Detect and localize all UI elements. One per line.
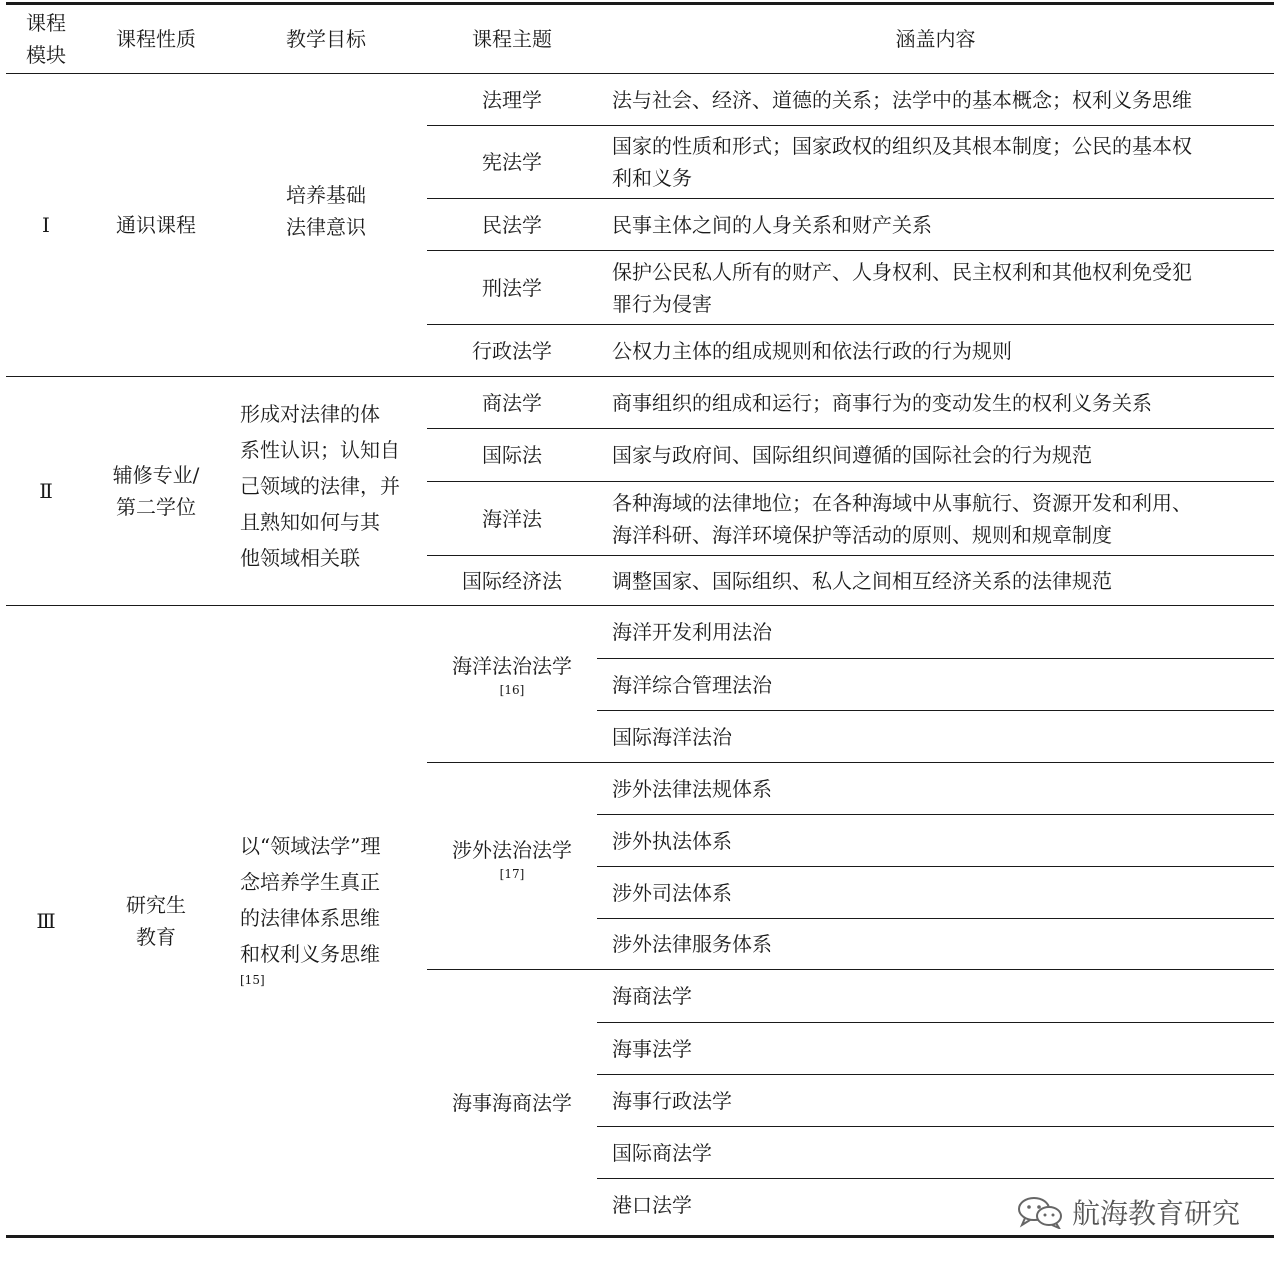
- topic-cell: [427, 74, 597, 125]
- content-cell: [612, 1023, 1262, 1074]
- content-cell: [612, 659, 1262, 710]
- content-line: 国家的性质和形式；国家政权的组织及其根本制度；公民的基本权: [612, 134, 1192, 158]
- table-bottom-rule: [6, 1235, 1274, 1238]
- nature-line: 第二学位: [116, 495, 196, 519]
- topic-citation: [16]: [499, 683, 525, 697]
- topic-cell: [427, 126, 597, 198]
- header-module-line1: 课程: [26, 11, 66, 35]
- content-line: 国际商法学: [612, 1140, 712, 1165]
- topic-label: 国际经济法: [462, 568, 562, 593]
- topic-cell: [427, 556, 597, 605]
- topic-label: 法理学: [482, 87, 542, 112]
- header-topic: [427, 5, 597, 73]
- topic-label: 民法学: [482, 212, 542, 237]
- content-cell: [612, 251, 1262, 324]
- goal-line: 己领域的法律，并: [240, 474, 400, 498]
- header-topic-label: 课程主题: [472, 27, 552, 51]
- content-line: 涉外法律法规体系: [612, 776, 772, 801]
- topic-cell: [427, 325, 597, 376]
- content-cell: [612, 126, 1262, 198]
- topic-label: 刑法学: [482, 275, 542, 300]
- module-number: Ⅱ: [39, 479, 53, 503]
- topic-label: 国际法: [482, 443, 542, 467]
- header-nature: [86, 5, 226, 73]
- topic-cell: [427, 834, 597, 900]
- topic-label: 海洋法治法学: [452, 654, 572, 678]
- module-nature: 通识课程: [116, 213, 196, 237]
- topic-label: 海事海商法学: [452, 1090, 572, 1115]
- topic-cell: [427, 251, 597, 324]
- content-cell: [612, 74, 1262, 125]
- content-line: 国家与政府间、国际组织间遵循的国际社会的行为规范: [612, 443, 1092, 467]
- header-module-line2: 模块: [26, 43, 66, 67]
- content-line: 海洋开发利用法治: [612, 620, 772, 644]
- module-number: Ⅲ: [36, 908, 56, 933]
- content-cell: [612, 815, 1262, 866]
- header-content-label: 涵盖内容: [895, 27, 976, 51]
- goal-line: 且熟知如何与其: [240, 510, 380, 534]
- topic-cell: [427, 970, 597, 1235]
- content-cell: [612, 482, 1262, 555]
- content-line: 各种海域的法律地位；在各种海域中从事航行、资源开发和利用、: [612, 490, 1192, 515]
- module-2-nature: [86, 377, 226, 605]
- content-line: 保护公民私人所有的财产、人身权利、民主权利和其他权利免受犯: [612, 259, 1192, 284]
- goal-line: 法律意识: [286, 215, 366, 239]
- goal-line: 系性认识；认知自: [240, 438, 400, 462]
- content-line: 法与社会、经济、道德的关系；法学中的基本概念；权利义务思维: [612, 87, 1192, 112]
- topic-label: 涉外法治法学: [452, 838, 572, 862]
- module-2-number: [6, 377, 86, 605]
- topic-label: 海洋法: [482, 506, 542, 531]
- watermark: [1016, 1192, 1240, 1232]
- content-cell: [612, 711, 1262, 762]
- module-1-number: [6, 74, 86, 376]
- topic-cell: [427, 199, 597, 250]
- topic-citation: [17]: [499, 867, 525, 881]
- topic-cell: [427, 377, 597, 428]
- goal-line: 念培养学生真正: [240, 870, 380, 894]
- module-1-goal: [230, 60, 422, 362]
- goal-line: 的法律体系思维: [240, 906, 380, 930]
- content-line: 涉外法律服务体系: [612, 932, 772, 956]
- module-3-goal: [240, 828, 412, 1008]
- module-3-nature: [86, 606, 226, 1235]
- content-line: 民事主体之间的人身关系和财产关系: [612, 212, 932, 237]
- content-line: 利和义务: [612, 166, 692, 190]
- topic-label: 行政法学: [472, 338, 552, 363]
- topic-cell: [427, 650, 597, 716]
- module-1-nature: [86, 74, 226, 376]
- header-nature-label: 课程性质: [116, 27, 196, 51]
- goal-line: 形成对法律的体: [240, 402, 380, 426]
- content-line: 海事法学: [612, 1036, 692, 1061]
- module-2-goal: [240, 386, 412, 586]
- goal-line: 培养基础: [286, 183, 366, 207]
- content-cell: [612, 325, 1262, 376]
- header-goal-label: 教学目标: [286, 27, 366, 51]
- topic-cell: [427, 429, 597, 481]
- content-line: 海事行政法学: [612, 1088, 732, 1113]
- nature-line: 研究生: [126, 892, 186, 917]
- module-number: Ⅰ: [42, 213, 50, 237]
- header-content: [597, 5, 1274, 73]
- content-cell: [612, 970, 1262, 1022]
- content-cell: [612, 606, 1262, 658]
- content-cell: [612, 867, 1262, 918]
- content-line: 海洋科研、海洋环境保护等活动的原则、规则和规章制度: [612, 522, 1112, 547]
- content-line: 涉外执法体系: [612, 828, 732, 853]
- content-cell: [612, 377, 1262, 428]
- content-line: 港口法学: [612, 1193, 692, 1217]
- content-line: 海商法学: [612, 984, 692, 1008]
- content-cell: [612, 763, 1262, 814]
- content-line: 海洋综合管理法治: [612, 672, 772, 697]
- content-line: 国际海洋法治: [612, 724, 732, 749]
- topic-label: 宪法学: [482, 150, 542, 174]
- content-cell: [612, 919, 1262, 969]
- nature-line: 辅修专业/: [112, 463, 200, 487]
- content-line: 商事组织的组成和运行；商事行为的变动发生的权利义务关系: [612, 390, 1152, 415]
- header-module: [6, 5, 86, 73]
- content-cell: [612, 199, 1262, 250]
- goal-line: 以“领域法学”理: [240, 834, 381, 858]
- content-line: 涉外司法体系: [612, 880, 732, 905]
- content-line: 调整国家、国际组织、私人之间相互经济关系的法律规范: [612, 568, 1112, 593]
- topic-label: 商法学: [482, 390, 542, 415]
- content-cell: [612, 429, 1262, 481]
- wechat-icon: [1016, 1195, 1064, 1229]
- goal-line: 和权利义务思维: [240, 942, 380, 966]
- content-line: 公权力主体的组成规则和依法行政的行为规则: [612, 338, 1012, 363]
- content-cell: [612, 556, 1262, 605]
- content-cell: [612, 1127, 1262, 1178]
- goal-citation: [15]: [240, 973, 265, 987]
- content-cell: [612, 1075, 1262, 1126]
- topic-cell: [427, 482, 597, 555]
- content-line: 罪行为侵害: [612, 291, 712, 316]
- nature-line: 教育: [136, 924, 176, 949]
- module-3-number: [6, 606, 86, 1235]
- watermark-text: 航海教育研究: [1071, 1197, 1240, 1230]
- goal-line: 他领域相关联: [240, 546, 360, 570]
